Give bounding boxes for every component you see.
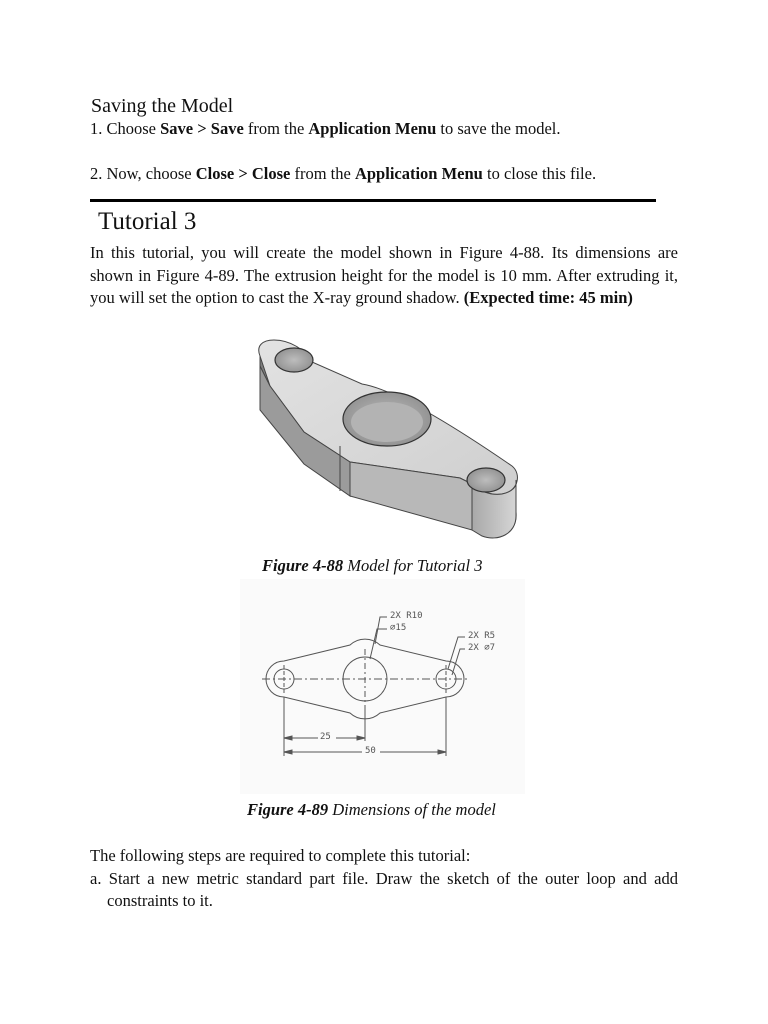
step-2: [90, 163, 596, 185]
dimension-50-label: 50: [365, 746, 376, 756]
dimension-25-label: 25: [320, 732, 331, 742]
figure-4-89-label: Figure 4-89: [247, 800, 329, 819]
steps-intro: The following steps are required to complete this tutorial:: [90, 846, 471, 865]
step-2-menu: Application Menu: [354, 164, 483, 183]
step-1-prefix: 1. Choose: [90, 119, 161, 138]
step-1-command: Save > Save: [160, 119, 244, 138]
step-a: a. Start a new metric standard part file. Draw the sketch of the outer loop and add constraints to it.: [90, 868, 678, 910]
model-illustration: [250, 336, 522, 552]
figure-4-89-text: Dimensions of the model: [328, 800, 496, 819]
tutorial-intro-text: In this tutorial, you will create the model shown in Figure 4-88. Its dimensions are shown in Figure 4-89. The extrusion height for the model is 10 mm. After extruding it, you will set the option to cast the X-ray ground shadow.: [90, 243, 678, 307]
dimension-drawing: [240, 579, 525, 794]
step-1-mid: from the: [243, 119, 309, 138]
step-2-suffix: to close this file.: [482, 164, 597, 183]
figure-4-88-text: Model for Tutorial 3: [343, 556, 483, 575]
big-radius-label: 2X R10: [390, 611, 423, 621]
tutorial-intro: [90, 242, 678, 310]
step-1-menu: Application Menu: [308, 119, 437, 138]
figure-4-88-caption: [262, 555, 483, 577]
step-2-mid: from the: [290, 164, 355, 183]
figure-4-88-label: Figure 4-88: [262, 556, 344, 575]
horizontal-rule: [90, 199, 656, 202]
tutorial-title: Tutorial 3: [98, 208, 197, 235]
small-radius-label: 2X R5: [468, 631, 496, 641]
dimension-drawing-svg: [240, 579, 525, 794]
section-title: Saving the Model: [91, 95, 234, 117]
model-figure: [250, 336, 522, 552]
small-hole-label: 2X ⌀7: [468, 643, 496, 653]
figure-4-89-caption: [247, 799, 496, 821]
steps-section: [90, 845, 678, 913]
big-hole-label: ⌀15: [390, 623, 407, 633]
step-2-prefix: 2. Now, choose: [90, 164, 196, 183]
step-1-suffix: to save the model.: [436, 119, 561, 138]
step-1: [90, 118, 560, 140]
step-2-command: Close > Close: [195, 164, 291, 183]
tutorial-expected-time: (Expected time: 45 min): [463, 288, 633, 307]
